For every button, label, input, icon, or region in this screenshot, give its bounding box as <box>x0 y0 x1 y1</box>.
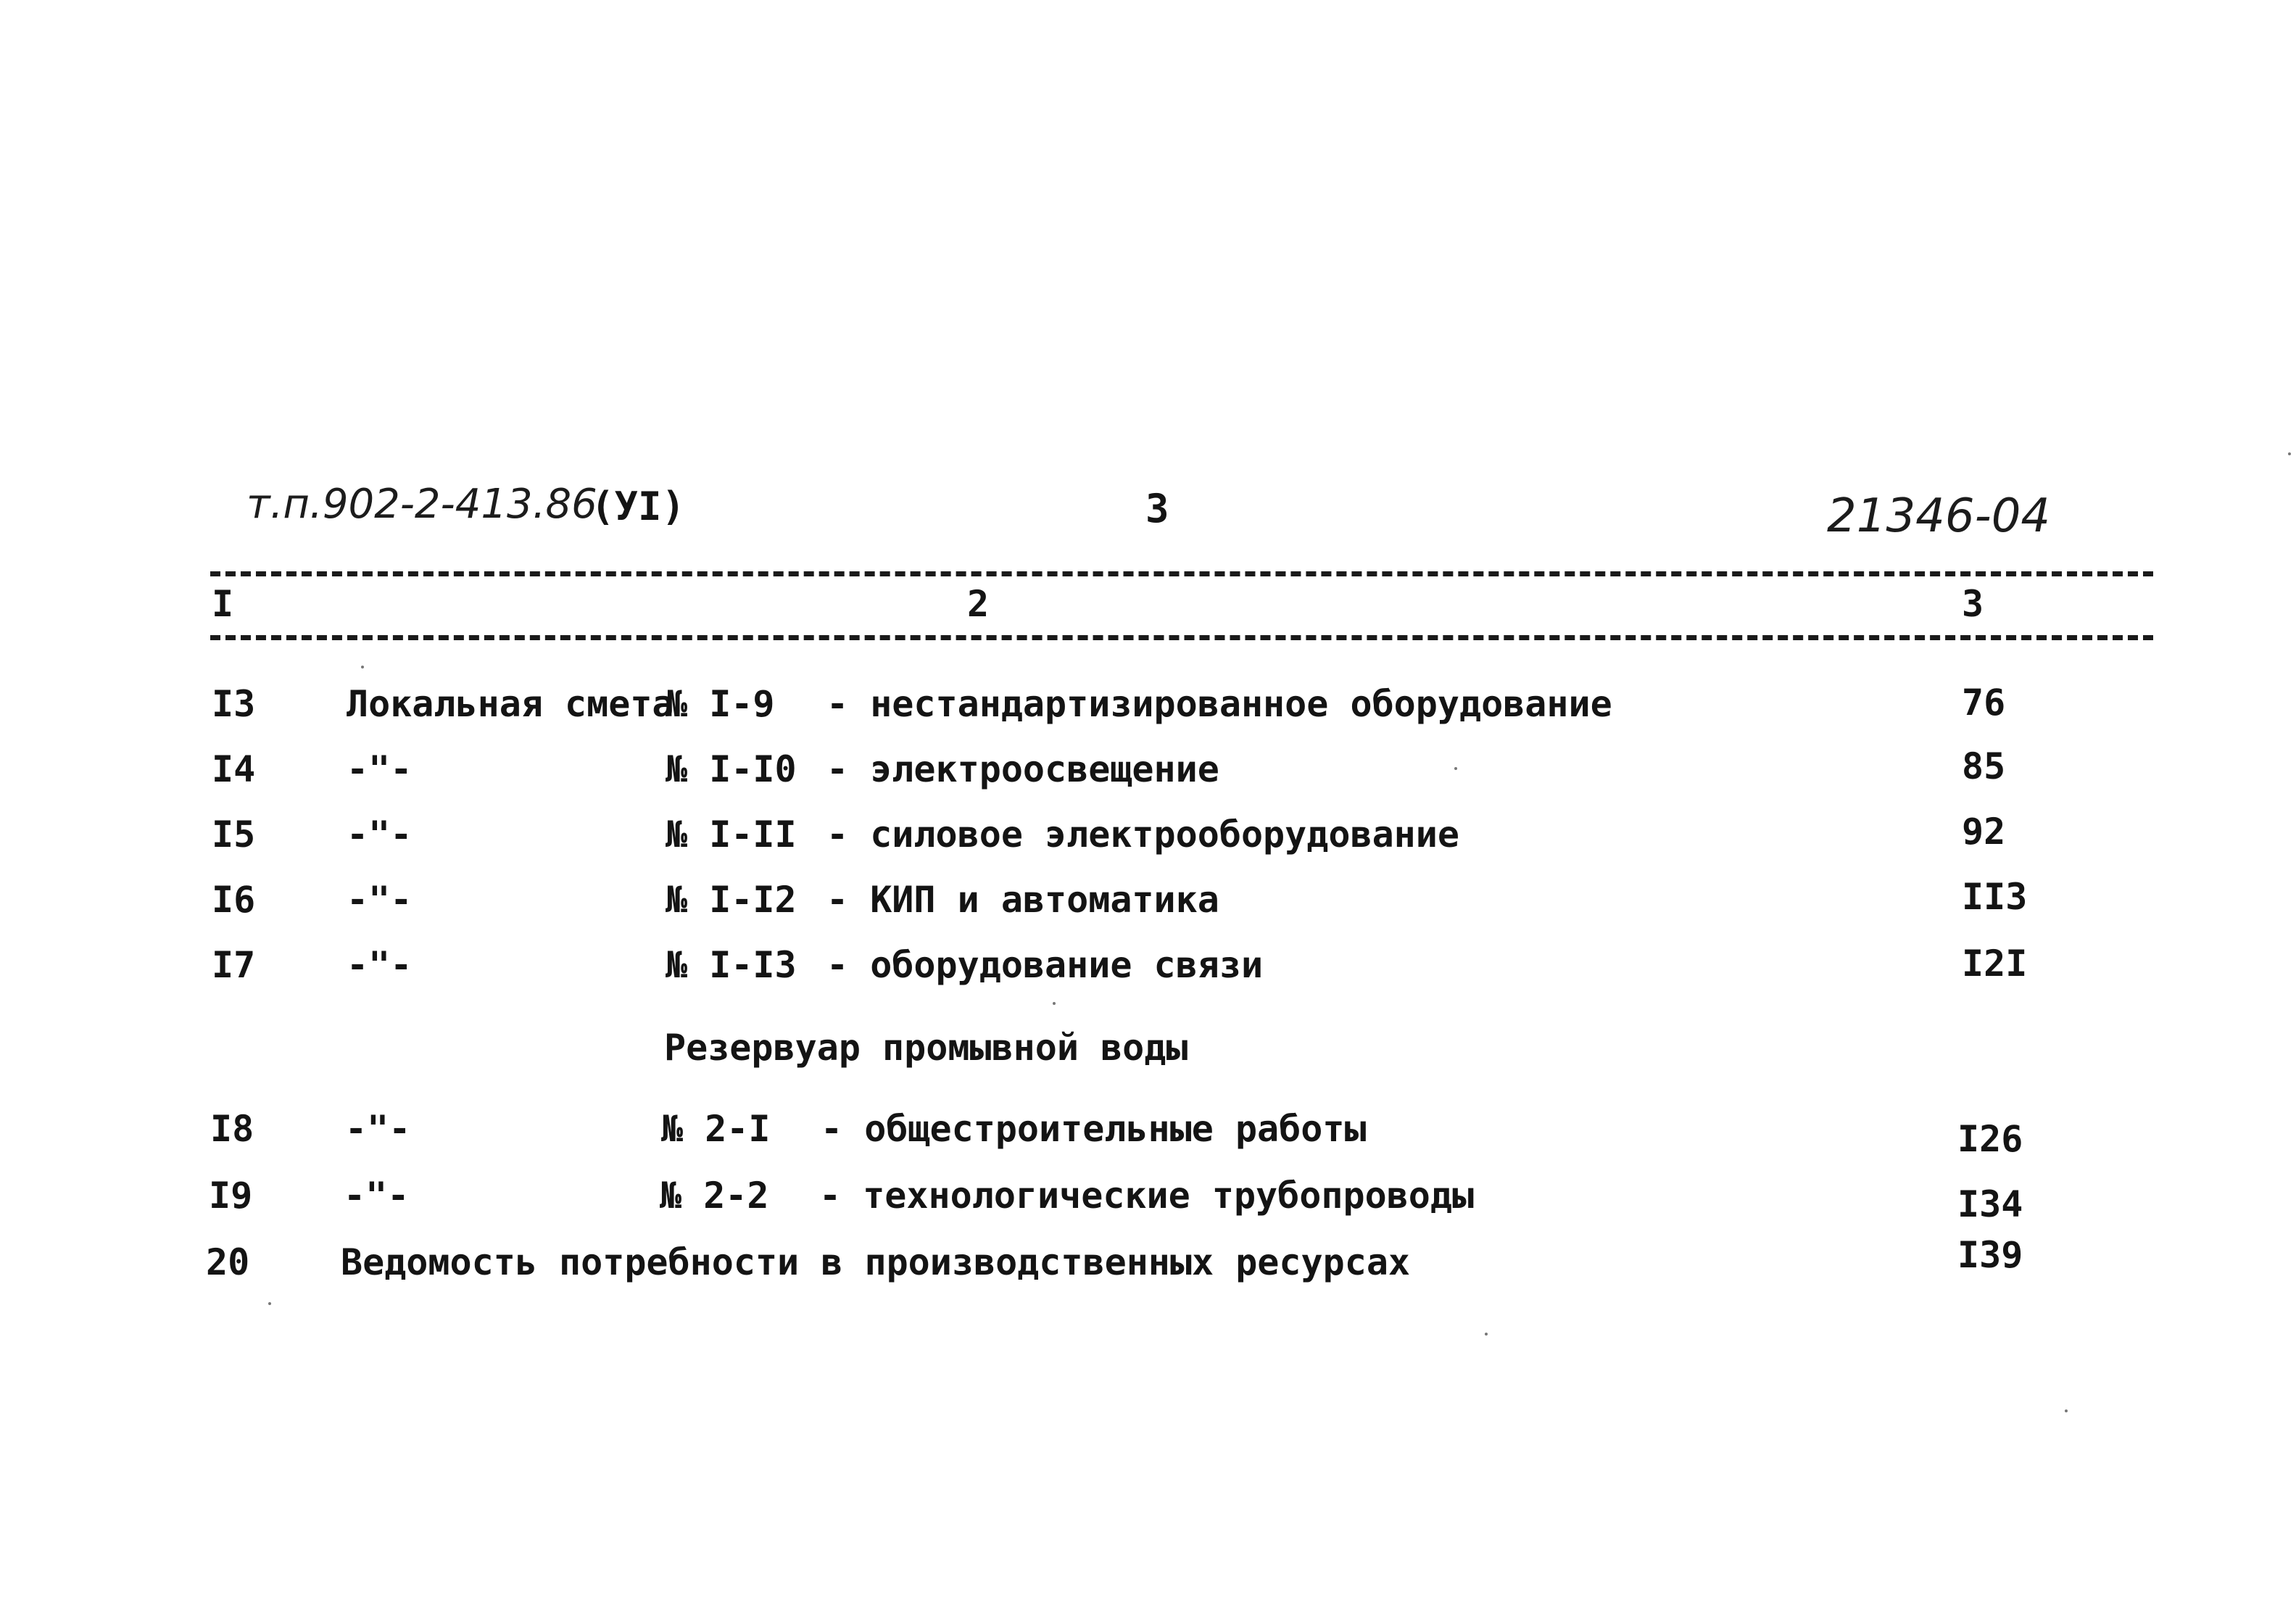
row-ditto: -"- <box>345 1108 411 1150</box>
row-ditto: -"- <box>344 1175 410 1217</box>
row-document-number: № I-9 <box>666 683 775 725</box>
row-number: I7 <box>212 944 256 986</box>
scan-speck <box>2065 1409 2068 1412</box>
row-document-number: № I-I0 <box>666 748 797 790</box>
project-code: т.п.902-2-413.86 <box>246 481 597 528</box>
row-document-number: № I-I3 <box>666 944 797 986</box>
row-page: 76 <box>1962 682 2006 724</box>
row-description: - КИП и автоматика <box>826 879 1219 921</box>
row-number: 20 <box>206 1241 250 1283</box>
row-number: I9 <box>209 1175 253 1217</box>
row-ditto: -"- <box>347 748 413 790</box>
row-document-number: № 2-2 <box>660 1175 769 1217</box>
row-description: - технологические трубопроводы <box>819 1175 1475 1217</box>
volume-label: (УI) <box>591 484 686 529</box>
row-page: 92 <box>1962 811 2006 853</box>
row-title: Ведомость потребности в производственных ресурсах <box>341 1241 1411 1283</box>
table-top-rule <box>210 571 2153 576</box>
row-number: I5 <box>212 813 256 856</box>
column-header-3: 3 <box>1962 583 1984 625</box>
row-page: 85 <box>1962 745 2006 787</box>
row-page: II3 <box>1962 876 2028 918</box>
scan-speck <box>1485 1333 1488 1336</box>
row-document-number: № 2-I <box>661 1108 771 1150</box>
row-page: I2I <box>1962 943 2028 985</box>
section-title: Резервуар промывной воды <box>664 1027 1188 1069</box>
row-document-number: № I-I2 <box>666 879 797 921</box>
table-header-rule <box>210 635 2153 640</box>
column-header-1: I <box>212 583 234 625</box>
scan-speck <box>1454 767 1457 770</box>
scan-speck <box>268 1302 271 1305</box>
row-description: - нестандартизированное оборудование <box>826 683 1612 725</box>
scan-speck <box>2288 452 2291 455</box>
row-number: I6 <box>212 879 256 921</box>
row-page: I34 <box>1957 1183 2023 1225</box>
row-document-number: № I-II <box>666 813 797 856</box>
archive-number: 21346-04 <box>1827 489 2051 543</box>
row-description: - общестроительные работы <box>821 1108 1367 1150</box>
row-description: - силовое электрооборудование <box>826 813 1459 856</box>
scan-speck <box>1053 1002 1056 1005</box>
row-page: I26 <box>1957 1118 2023 1160</box>
row-number: I8 <box>210 1108 254 1150</box>
page-number: 3 <box>1145 486 1169 531</box>
row-ditto: -"- <box>347 944 413 986</box>
row-number: I4 <box>212 748 256 790</box>
column-header-2: 2 <box>967 583 990 625</box>
row-number: I3 <box>212 683 256 725</box>
row-ditto: -"- <box>347 813 413 856</box>
row-title: Локальная смета <box>347 683 674 725</box>
row-description: - электроосвещение <box>826 748 1219 790</box>
row-page: I39 <box>1957 1234 2023 1276</box>
row-description: - оборудование связи <box>826 944 1264 986</box>
scan-speck <box>361 666 364 668</box>
row-ditto: -"- <box>347 879 413 921</box>
